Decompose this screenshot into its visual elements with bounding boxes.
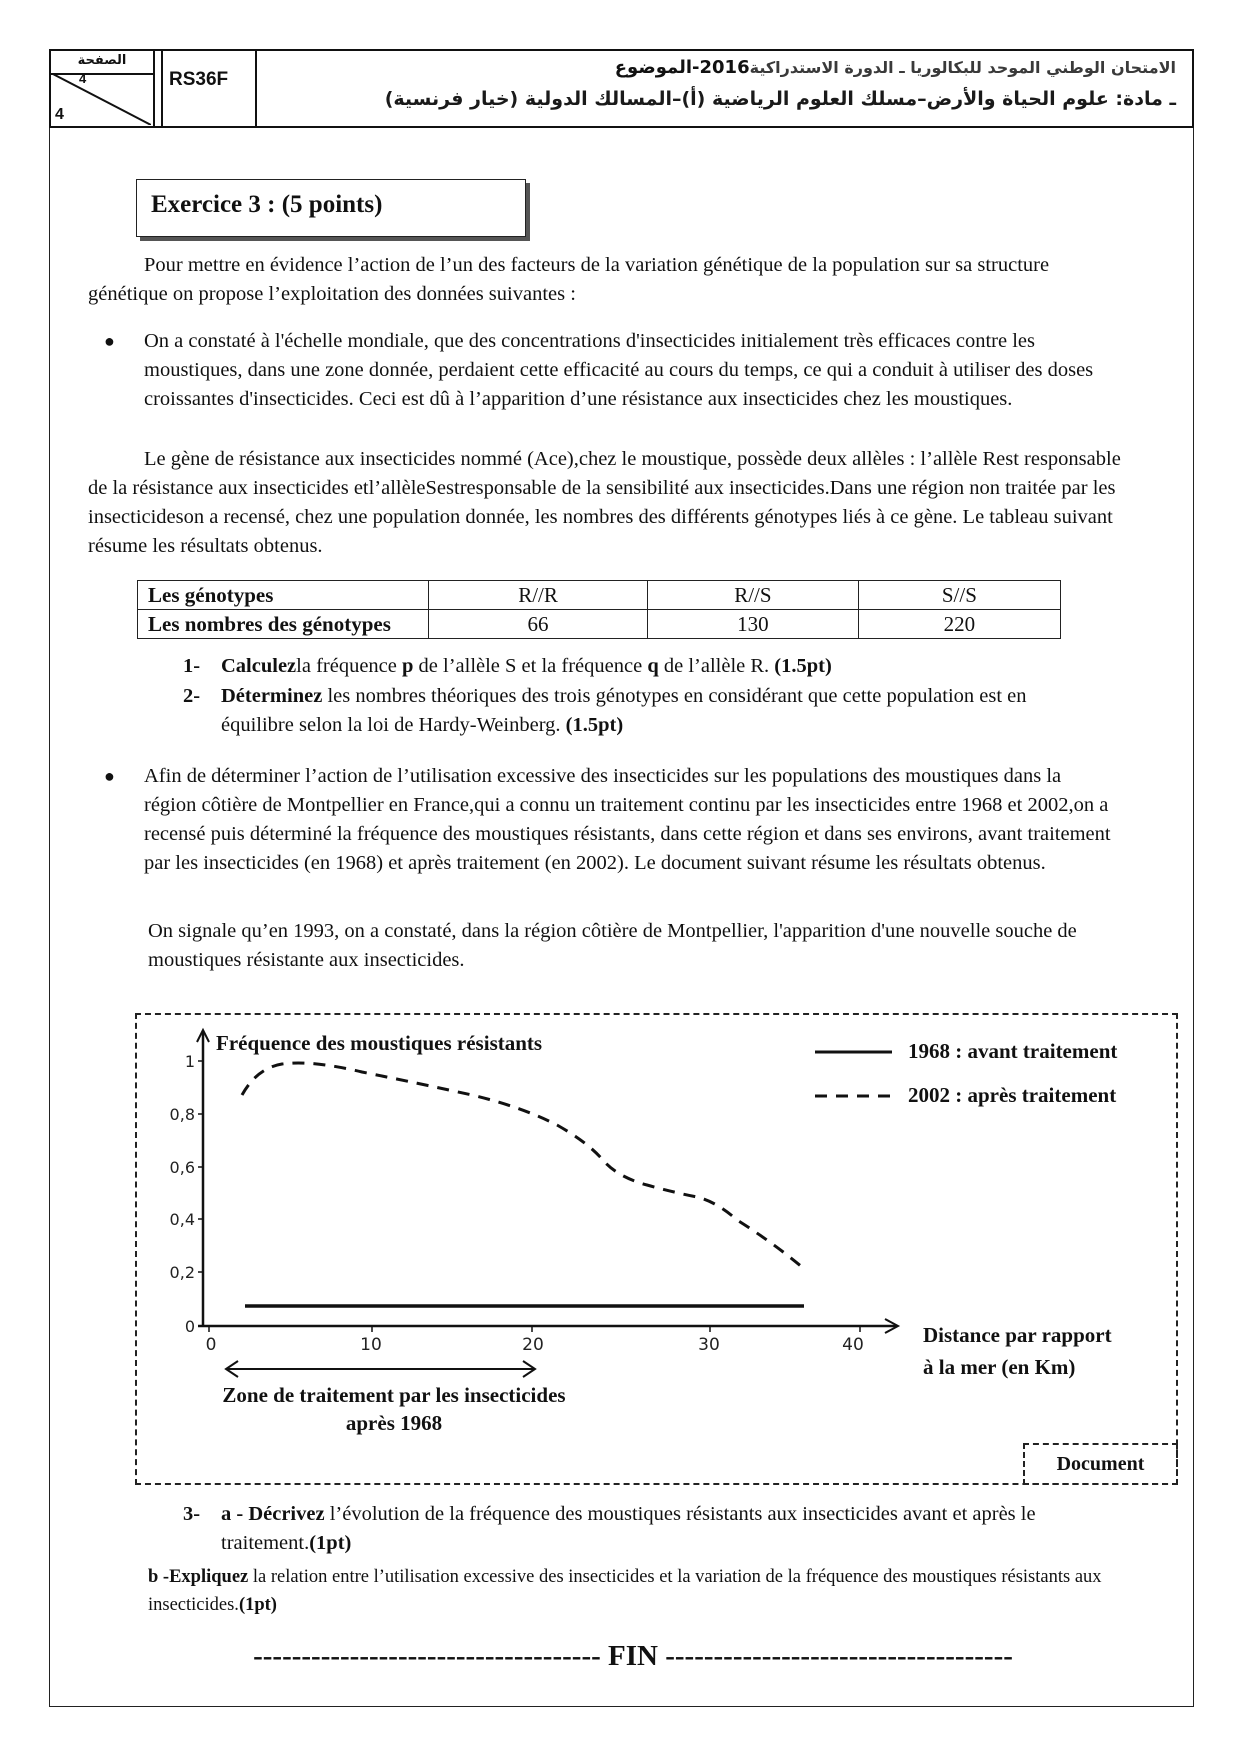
title-prefix: الامتحان الوطني الموحد للبكالوريا ـ الدورة الاستدراكية — [749, 58, 1176, 77]
svg-text:0: 0 — [205, 1335, 217, 1355]
page-label: الصفحة — [51, 51, 153, 75]
q3a-points: (1pt) — [309, 1532, 352, 1554]
fin-dashes-right: ------------------------------------ — [665, 1640, 1013, 1672]
question-verb: Déterminez — [221, 685, 323, 707]
table-cell: R//S — [648, 581, 859, 610]
q1-points: (1.5pt) — [774, 655, 832, 677]
table-cell: 66 — [429, 610, 648, 639]
svg-text:20: 20 — [522, 1335, 544, 1355]
question-3a-text — [221, 1500, 1123, 1558]
header-spacer — [155, 51, 163, 126]
bullet-1-text: On a constaté à l'échelle mondiale, que des concentrations d'insecticides initialement très efficaces contre les moustiques, dans une zone donnée, perdaient cette efficacité au cours du temps, ce qui a conduit à utiliser des doses croissantes d'insecticides. Ceci est dû à l’apparition d’une résistance aux insecticides chez les moustiques. — [144, 330, 1094, 410]
svg-text:0: 0 — [184, 1317, 195, 1336]
end-marker — [193, 1640, 1073, 1673]
question-verb: Expliquez — [169, 1567, 249, 1587]
document-chart-box — [135, 1013, 1178, 1485]
exam-header — [49, 49, 1194, 128]
fin-text: FIN — [608, 1640, 658, 1672]
genotype-table — [137, 580, 1061, 639]
bullet-icon: ● — [104, 331, 115, 351]
question-3a — [183, 1500, 1123, 1558]
q1-q: q — [647, 655, 659, 677]
bullet-1 — [104, 327, 1124, 414]
table-cell: S//S — [858, 581, 1060, 610]
table-header-genotypes: Les génotypes — [138, 581, 429, 610]
legend-2002: 2002 : après traitement — [908, 1083, 1117, 1107]
page-number-box — [51, 51, 155, 126]
q1-text-part: la fréquence — [296, 655, 402, 677]
svg-text:0,2: 0,2 — [169, 1263, 195, 1282]
exam-title-line1 — [257, 53, 1176, 83]
q2-points: (1.5pt) — [565, 714, 624, 736]
table-cell: R//R — [429, 581, 648, 610]
q3a-label: a - — [221, 1503, 249, 1525]
page-total: 4 — [79, 71, 87, 86]
svg-text:10: 10 — [360, 1335, 382, 1355]
question-2-text — [221, 682, 1043, 740]
table-row — [138, 581, 1061, 610]
table-header-counts: Les nombres des génotypes — [138, 610, 429, 639]
svg-text:0,4: 0,4 — [169, 1210, 195, 1229]
title-suffix: -الموضوع — [614, 57, 700, 78]
q3b-label: b - — [148, 1567, 170, 1587]
q3b-text-part: la relation entre l’utilisation excessive des insecticides et la variation de la fréquence des moustiques résistants aux insecticides. — [148, 1567, 1102, 1615]
exam-title-line2: ـ مادة: علوم الحياة والأرض–مسلك العلوم الرياضية (أ)–المسالك الدولية (خيار فرنسية) — [384, 88, 1176, 110]
question-1-text — [221, 652, 832, 681]
table-row — [138, 610, 1061, 639]
bullet-2-text: Afin de déterminer l’action de l’utilisation excessive des insecticides sur les populations des moustiques dans la région côtière de Montpellier en France,qui a connu un traitement continu par les insecticides entre 1968 et 2002,on a recensé puis déterminé la fréquence des moustiques résistants, dans cette région et dans ses environs, avant traitement par les insecticides (en 1968) et après traitement (en 2002). Le document suivant résume les résultats obtenus. — [144, 765, 1111, 874]
question-1 — [183, 652, 1083, 681]
exercise-title: Exercice 3 : (5 points) — [136, 179, 526, 237]
y-axis-label: Fréquence des moustiques résistants — [216, 1031, 543, 1055]
page-current: 4 — [55, 106, 64, 123]
question-number: 1- — [183, 655, 201, 677]
question-number: 3- — [183, 1503, 201, 1525]
page-divider-diagonal — [51, 73, 151, 125]
title-year: 2016 — [699, 57, 750, 78]
document-label: Document — [1023, 1443, 1178, 1485]
note-paragraph: On signale qu’en 1993, on a constaté, dans la région côtière de Montpellier, l'apparition d'une nouvelle souche de moustiques résistante aux insecticides. — [148, 920, 1077, 971]
table-cell: 220 — [858, 610, 1060, 639]
zone-label-line1: Zone de traitement par les insecticides — [222, 1383, 566, 1407]
question-number: 2- — [183, 685, 201, 707]
x-axis-label-line1: Distance par rapport — [923, 1323, 1112, 1347]
svg-text:0,8: 0,8 — [169, 1105, 195, 1124]
svg-text:1: 1 — [184, 1052, 195, 1071]
gene-paragraph: Le gène de résistance aux insecticides nommé (Ace),chez le moustique, possède deux allèles : l’allèle Rest responsable de la résistance aux insecticides etl’allèleSestresponsable de la sensibilité aux insecticides.Dans une région non traitée par les insecticideson a recensé, chez une population donnée, les nombres des différents génotypes liés à ce gène. Le tableau suivant résume les résultats obtenus. — [88, 448, 1121, 557]
svg-text:0,6: 0,6 — [169, 1158, 195, 1177]
x-axis-label-line2: à la mer (en Km) — [923, 1355, 1076, 1379]
exam-code: RS36F — [163, 51, 257, 126]
q3a-text-part: l’évolution de la fréquence des moustiques résistants aux insecticides avant et après le traitement. — [221, 1503, 1036, 1554]
legend-1968: 1968 : avant traitement — [908, 1039, 1118, 1063]
table-cell: 130 — [648, 610, 859, 639]
fin-dashes-left: ------------------------------------ — [253, 1640, 601, 1672]
svg-text:40: 40 — [842, 1335, 864, 1355]
q1-text-part: de l’allèle S et la fréquence — [413, 655, 648, 677]
intro-paragraph: Pour mettre en évidence l’action de l’un des facteurs de la variation génétique de la population sur sa structure génétique on propose l’exploitation des données suivantes : — [88, 254, 1050, 305]
svg-text:30: 30 — [698, 1335, 720, 1355]
bullet-2 — [104, 762, 1124, 878]
question-3b — [148, 1563, 1108, 1619]
bullet-icon: ● — [104, 766, 115, 786]
q1-text-part: de l’allèle R. — [658, 655, 775, 677]
q3b-points: (1pt) — [238, 1595, 277, 1615]
resistance-frequency-chart — [137, 1015, 1180, 1487]
question-2 — [183, 682, 1043, 740]
exam-title — [257, 51, 1192, 126]
question-verb: Décrivez — [248, 1503, 325, 1525]
series-2002-line — [242, 1063, 802, 1267]
q1-p: p — [402, 655, 414, 677]
question-verb: Calculez — [221, 655, 297, 677]
zone-label-line2: après 1968 — [345, 1411, 443, 1435]
q2-text-part: les nombres théoriques des trois génotypes en considérant que cette population est en équilibre selon la loi de Hardy-Weinberg. — [221, 685, 1027, 736]
